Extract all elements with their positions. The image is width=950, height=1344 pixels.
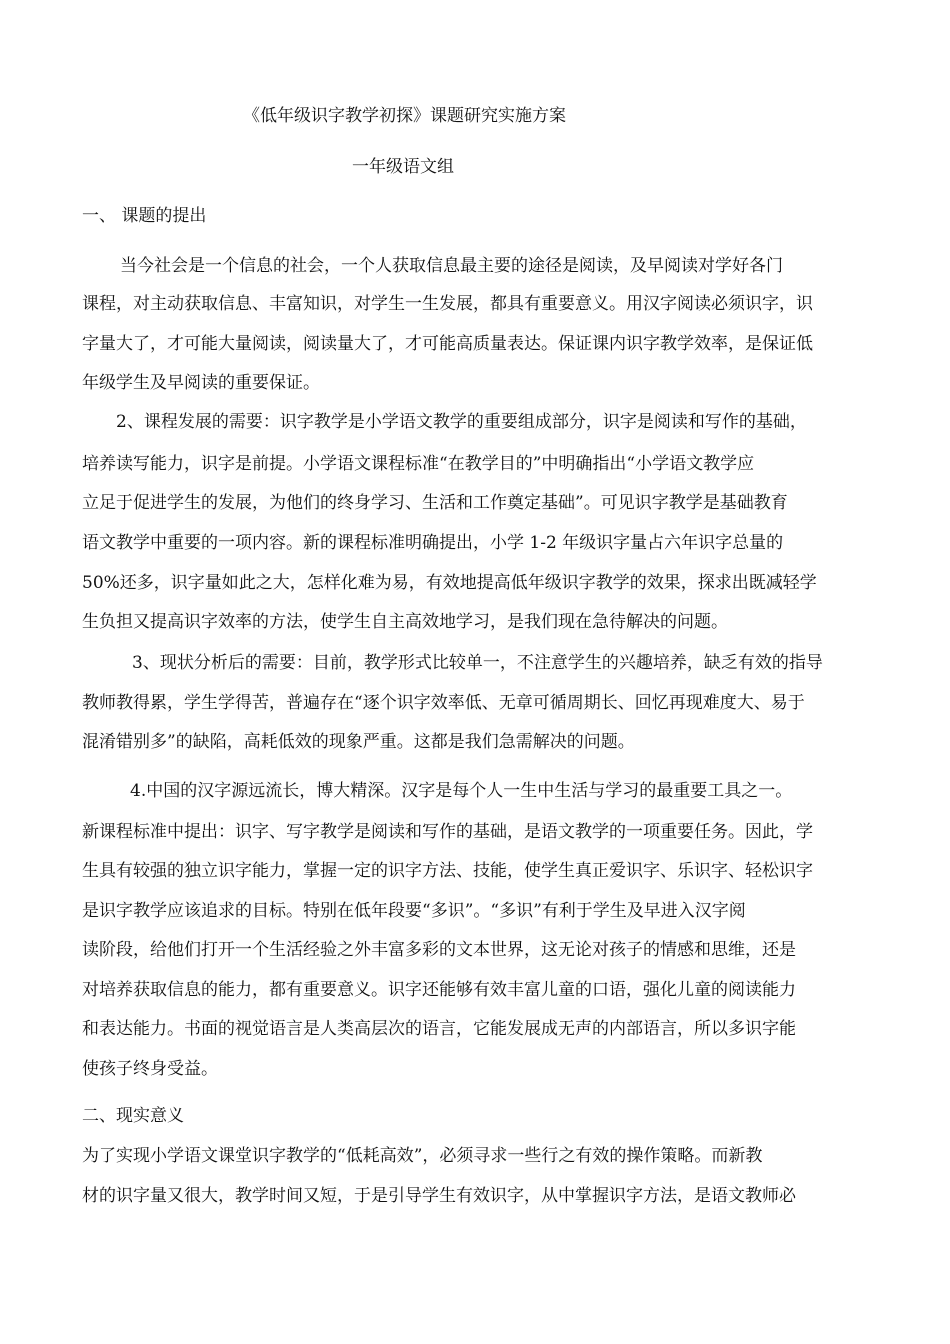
paragraph-line: 使孩子终身受益。	[82, 1059, 218, 1079]
paragraph-line: 2、课程发展的需要：识字教学是小学语文教学的重要组成部分，识字是阅读和写作的基础，	[116, 412, 807, 432]
paragraph-line: 培养读写能力，识字是前提。小学语文课程标准“在教学目的”中明确指出“小学语文教学应	[82, 454, 755, 474]
paragraph-line: 对培养获取信息的能力，都有重要意义。识字还能够有效丰富儿童的口语，强化儿童的阅读能力	[82, 980, 796, 1000]
paragraph-line: 4.中国的汉字源远流长，博大精深。汉字是每个人一生中生活与学习的最重要工具之一。	[130, 781, 793, 801]
section-heading-1: 一、 课题的提出	[82, 206, 207, 226]
paragraph-line: 立足于促进学生的发展，为他们的终身学习、生活和工作奠定基础”。可见识字教学是基础教育	[82, 493, 788, 513]
paragraph-line: 教师教得累，学生学得苦，普遍存在“逐个识字效率低、无章可循周期长、回忆再现难度大、易于	[82, 693, 805, 713]
document-subtitle: 一年级语文组	[352, 157, 454, 177]
paragraph-line: 当今社会是一个信息的社会，一个人获取信息最主要的途径是阅读，及早阅读对学好各门	[120, 256, 783, 276]
paragraph-line: 材的识字量又很大，教学时间又短，于是引导学生有效识字，从中掌握识字方法，是语文教师必	[82, 1186, 796, 1206]
paragraph-line: 新课程标准中提出：识字、写字教学是阅读和写作的基础，是语文教学的一项重要任务。因此，学	[82, 822, 813, 842]
paragraph-line: 字量大了，才可能大量阅读，阅读量大了，才可能高质量表达。保证课内识字教学效率，是保证低	[82, 334, 813, 354]
paragraph-line: 3、现状分析后的需要：目前，教学形式比较单一，不注意学生的兴趣培养，缺乏有效的指导	[132, 653, 823, 673]
paragraph-line: 课程，对主动获取信息、丰富知识，对学生一生发展，都具有重要意义。用汉字阅读必须识字，识	[82, 294, 813, 314]
paragraph-line: 读阶段，给他们打开一个生活经验之外丰富多彩的文本世界，这无论对孩子的情感和思维，还是	[82, 940, 796, 960]
paragraph-line: 年级学生及早阅读的重要保证。	[82, 373, 320, 393]
section-heading-2: 二、现实意义	[82, 1106, 184, 1126]
paragraph-line: 语文教学中重要的一项内容。新的课程标准明确提出，小学 1-2 年级识字量占六年识字总量的	[82, 533, 784, 553]
paragraph-line: 生负担又提高识字效率的方法，使学生自主高效地学习，是我们现在急待解决的问题。	[82, 612, 728, 632]
paragraph-line: 和表达能力。书面的视觉语言是人类高层次的语言，它能发展成无声的内部语言，所以多识字能	[82, 1019, 796, 1039]
paragraph-line: 50%还多，识字量如此之大，怎样化难为易，有效地提高低年级识字教学的效果，探求出既减轻学	[82, 573, 817, 593]
paragraph-line: 混淆错别多”的缺陷，高耗低效的现象严重。这都是我们急需解决的问题。	[82, 732, 635, 752]
paragraph-line: 生具有较强的独立识字能力，掌握一定的识字方法、技能，使学生真正爱识字、乐识字、轻松识字	[82, 861, 813, 881]
document-title: 《低年级识字教学初探》课题研究实施方案	[243, 106, 566, 126]
paragraph-line: 为了实现小学语文课堂识字教学的“低耗高效”，必须寻求一些行之有效的操作策略。而新教	[82, 1146, 763, 1166]
paragraph-line: 是识字教学应该追求的目标。特别在低年段要“多识”。“多识”有利于学生及早进入汉字阅	[82, 901, 746, 921]
